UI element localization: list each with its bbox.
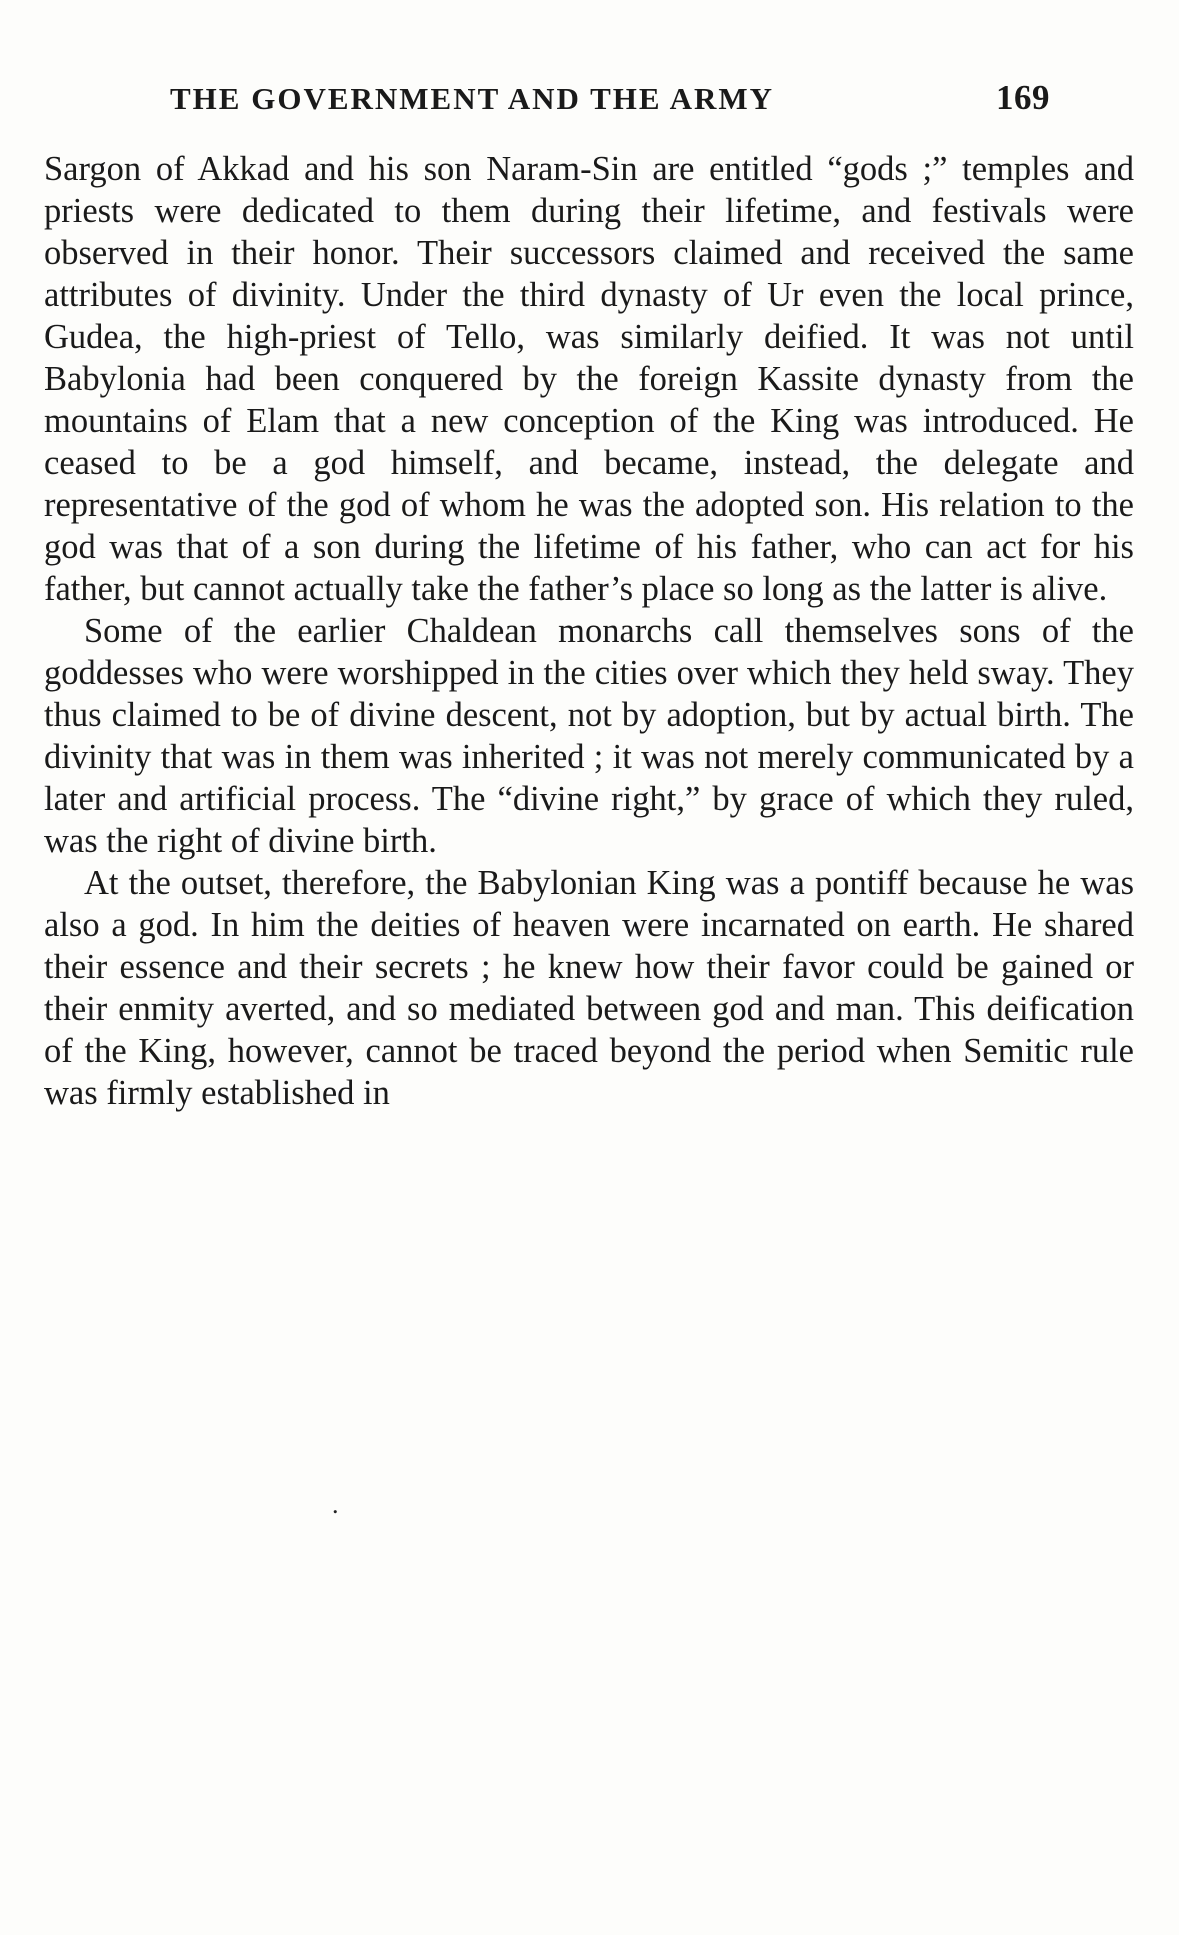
paragraph: Some of the earlier Chaldean monarchs call themselves sons of the goddesses who were worshipped in the cities over which they held sway. They thus claimed to be of divine descent, not by adoption, but by actual birth. The divinity that was in them was inherited ; it was not merely communicated by a later and artificial process. The “divine right,” by grace of which they ruled, was the right of divine birth. (44, 612, 1134, 860)
paragraph: Sargon of Akkad and his son Naram-Sin are entitled “gods ;” temples and priests were dedicated to them during their lifetime, and festivals were observed in their honor. Their successors claimed and received the same attributes of divinity. Under the third dynasty of Ur even the local prince, Gudea, the high-priest of Tello, was similarly deified. It was not until Babylonia had been conquered by the foreign Kassite dynasty from the mountains of Elam that a new conception of the King was introduced. He ceased to be a god himself, and became, instead, the delegate and representative of the god of whom he was the adopted son. His relation to the god was that of a son during the lifetime of his father, who can act for his father, but cannot actually take the father’s place so long as the latter is alive. (44, 150, 1134, 608)
running-head (170, 78, 1050, 118)
page-number: 169 (996, 78, 1050, 117)
page-footmark: . (332, 1490, 339, 1519)
paragraph: At the outset, therefore, the Babylonian King was a pontiff because he was also a god. In him the deities of heaven were incarnated on earth. He shared their essence and their secrets ; he knew how their favor could be gained or their enmity averted, and so mediated between god and man. This deification of the King, however, cannot be traced beyond the period when Semitic rule was firmly established in (44, 864, 1134, 1112)
page-header-title: THE GOVERNMENT AND THE ARMY (170, 81, 775, 116)
page-body (44, 148, 1134, 1114)
